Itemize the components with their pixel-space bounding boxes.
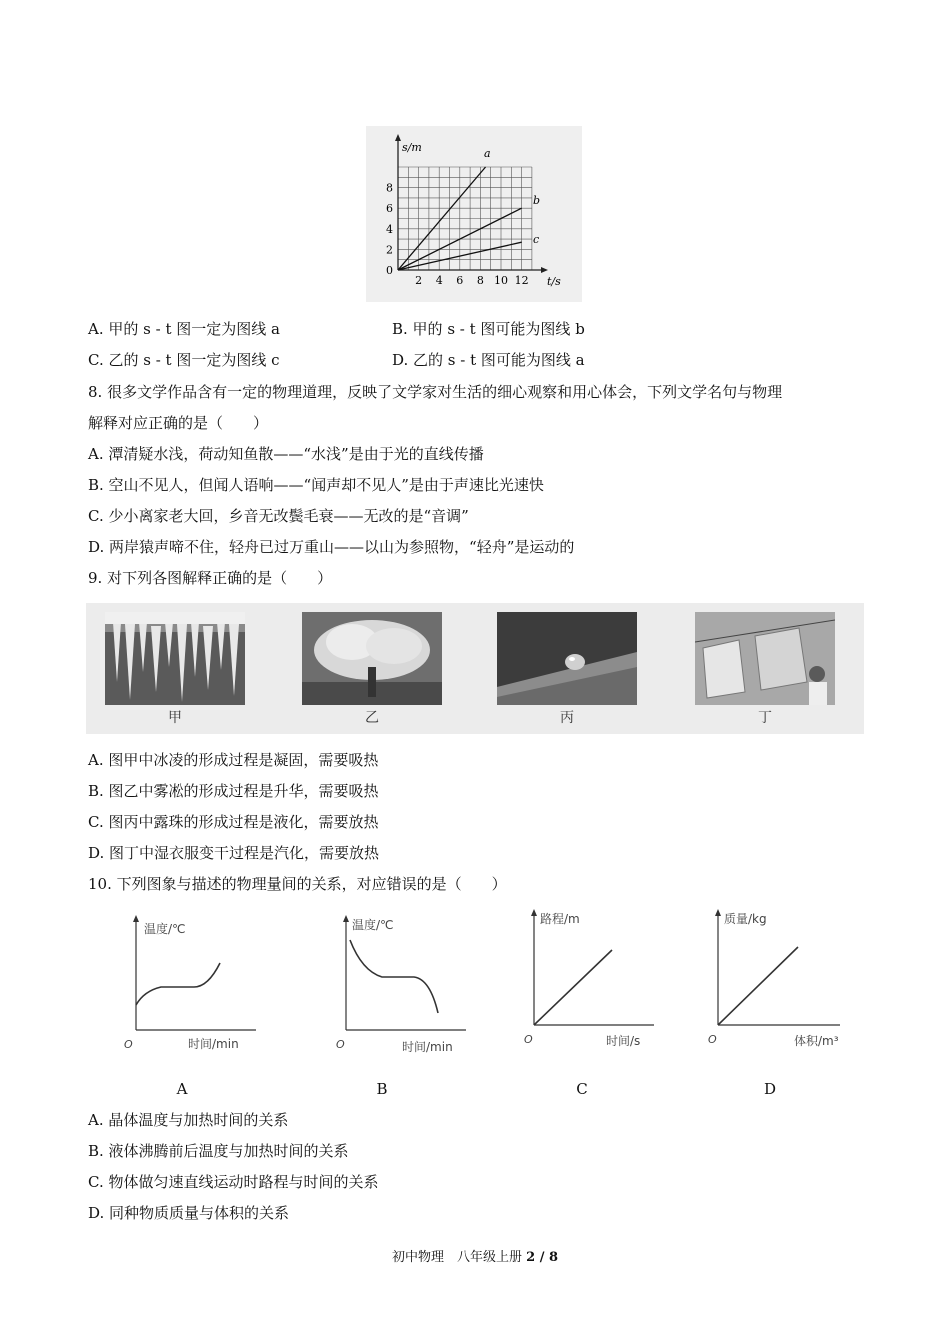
q10-option-c: C. 物体做匀速直线运动时路程与时间的关系 bbox=[88, 1173, 379, 1191]
graph-a-ylabel: 温度/℃ bbox=[144, 922, 186, 936]
q7-option-c: C. 乙的 s - t 图一定为图线 c bbox=[88, 351, 280, 369]
graph-b-ylabel: 温度/℃ bbox=[352, 918, 394, 932]
footer-page-number: 2 / 8 bbox=[526, 1250, 559, 1265]
icicle-photo bbox=[105, 612, 245, 705]
line-b-label: b bbox=[533, 194, 541, 207]
graph-a-letter: A bbox=[176, 1080, 188, 1098]
y-tick-label: 2 bbox=[386, 243, 393, 257]
y-tick-label: 4 bbox=[386, 222, 393, 236]
x-tick-label: 4 bbox=[435, 274, 443, 287]
line-c-label: c bbox=[533, 233, 540, 246]
graph-d-xlabel: 体积/m³ bbox=[794, 1034, 839, 1048]
q9-photo-strip bbox=[86, 603, 864, 734]
graph-c-origin: O bbox=[524, 1033, 533, 1046]
q10-graph-a bbox=[116, 905, 276, 1059]
caption-yi: 乙 bbox=[365, 710, 379, 726]
caption-bing: 丙 bbox=[560, 710, 574, 726]
q8-option-b: B. 空山不见人，但闻人语响——“闻声却不见人”是由于声速比光速快 bbox=[88, 476, 544, 494]
graph-b-xlabel: 时间/min bbox=[402, 1040, 453, 1054]
x-tick-label: 10 bbox=[494, 274, 508, 287]
page-footer bbox=[0, 1246, 950, 1265]
x-tick-label: 6 bbox=[456, 274, 464, 287]
q8-stem-line1: 8. 很多文学作品含有一定的物理道理，反映了文学家对生活的细心观察和用心体会，下列文学名句与物理 bbox=[88, 383, 783, 401]
caption-ding: 丁 bbox=[758, 710, 772, 726]
q10-graph-d bbox=[702, 905, 862, 1059]
q10-graph-b bbox=[326, 905, 486, 1059]
st-graph-figure bbox=[366, 126, 582, 302]
x-axis-label: t/s bbox=[547, 275, 561, 288]
st-graph-svg bbox=[366, 126, 582, 302]
y-tick-label: 8 bbox=[386, 181, 393, 195]
q10-option-a: A. 晶体温度与加热时间的关系 bbox=[88, 1111, 289, 1129]
graph-a-xlabel: 时间/min bbox=[188, 1037, 239, 1051]
graph-d-ylabel: 质量/kg bbox=[724, 912, 767, 926]
q9-option-b: B. 图乙中雾凇的形成过程是升华，需要吸热 bbox=[88, 782, 379, 800]
q9-option-a: A. 图甲中冰凌的形成过程是凝固，需要吸热 bbox=[88, 751, 379, 769]
line-d bbox=[718, 947, 798, 1025]
q9-option-d: D. 图丁中湿衣服变干过程是汽化，需要放热 bbox=[88, 844, 380, 862]
graph-a-origin: O bbox=[124, 1038, 133, 1051]
q9-option-c: C. 图丙中露珠的形成过程是液化，需要放热 bbox=[88, 813, 379, 831]
q10-option-d: D. 同种物质质量与体积的关系 bbox=[88, 1204, 290, 1222]
x-axis-arrow bbox=[541, 267, 548, 273]
x-tick-label: 8 bbox=[476, 274, 484, 287]
y-tick-labels bbox=[386, 182, 393, 277]
footer-subject: 初中物理 八年级上册 bbox=[391, 1250, 522, 1265]
q8-option-c: C. 少小离家老大回，乡音无改鬓毛衰——无改的是“音调” bbox=[88, 507, 469, 525]
graph-c-xlabel: 时间/s bbox=[606, 1034, 641, 1048]
y-axis-label: s/m bbox=[402, 141, 422, 154]
q10-stem: 10. 下列图象与描述的物理量间的关系，对应错误的是（ ） bbox=[88, 875, 507, 893]
q7-option-a: A. 甲的 s - t 图一定为图线 a bbox=[88, 320, 280, 338]
curve-a bbox=[136, 963, 220, 1005]
graph-c-letter: C bbox=[576, 1080, 588, 1098]
x-tick-label: 2 bbox=[415, 274, 423, 287]
q8-stem-line2: 解释对应正确的是（ ） bbox=[88, 414, 269, 432]
rime-tree-photo bbox=[302, 612, 442, 705]
line-a-label: a bbox=[484, 147, 491, 160]
q10-graph-c bbox=[514, 905, 674, 1059]
graph-d-letter: D bbox=[763, 1080, 777, 1098]
curve-b bbox=[350, 940, 438, 1013]
y-axis-arrow bbox=[395, 134, 401, 141]
q10-option-b: B. 液体沸腾前后温度与加热时间的关系 bbox=[88, 1142, 349, 1160]
graph-b-letter: B bbox=[376, 1080, 388, 1098]
dew-drop-photo bbox=[497, 612, 637, 705]
q7-option-d: D. 乙的 s - t 图可能为图线 a bbox=[392, 351, 585, 369]
caption-jia: 甲 bbox=[168, 710, 182, 726]
x-tick-labels bbox=[415, 274, 528, 287]
q8-option-d: D. 两岸猿声啼不住，轻舟已过万重山——以山为参照物，“轻舟”是运动的 bbox=[88, 538, 575, 556]
q7-option-b: B. 甲的 s - t 图可能为图线 b bbox=[392, 320, 585, 338]
q8-option-a: A. 潭清疑水浅，荷动知鱼散——“水浅”是由于光的直线传播 bbox=[88, 445, 484, 463]
x-tick-label: 12 bbox=[514, 274, 529, 287]
graph-d-origin: O bbox=[708, 1033, 717, 1046]
q9-stem: 9. 对下列各图解释正确的是（ ） bbox=[88, 569, 333, 587]
line-c bbox=[534, 950, 612, 1025]
y-tick-label: 6 bbox=[386, 202, 393, 216]
graph-b-origin: O bbox=[336, 1038, 345, 1051]
drying-clothes-photo bbox=[695, 612, 835, 705]
y-tick-label: 0 bbox=[386, 264, 393, 277]
graph-c-ylabel: 路程/m bbox=[540, 912, 580, 926]
